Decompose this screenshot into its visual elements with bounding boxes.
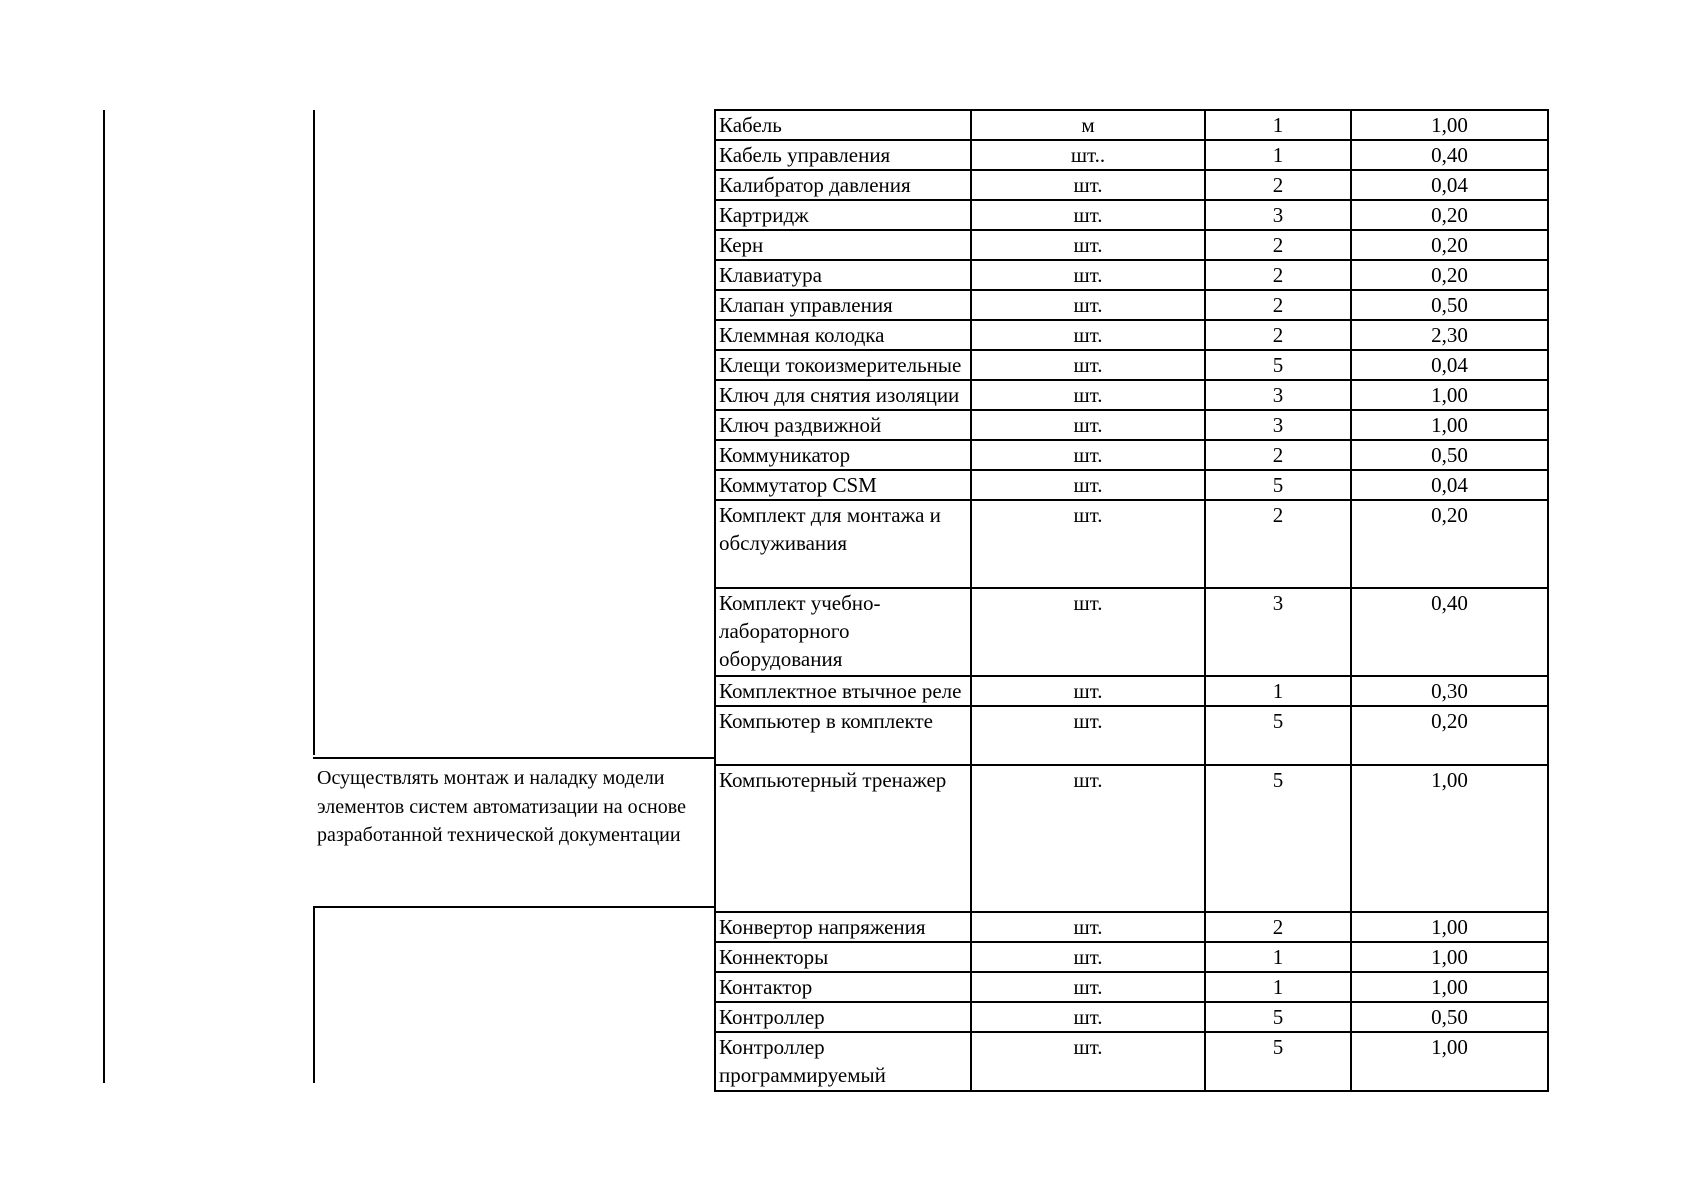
item-name: Картридж	[715, 200, 971, 230]
table-row	[715, 765, 1548, 912]
item-name: Ключ раздвижной	[715, 410, 971, 440]
item-coefficient: 0,04	[1351, 350, 1548, 380]
item-coefficient: 1,00	[1351, 765, 1548, 912]
item-coefficient: 1,00	[1351, 1032, 1548, 1091]
item-quantity: 2	[1205, 230, 1351, 260]
item-coefficient: 0,30	[1351, 676, 1548, 706]
item-quantity: 2	[1205, 320, 1351, 350]
item-quantity: 5	[1205, 765, 1351, 912]
item-name: Комплектное втычное реле	[715, 676, 971, 706]
item-unit: шт.	[971, 765, 1205, 912]
item-name: Компьютер в комплекте	[715, 706, 971, 765]
item-quantity: 5	[1205, 470, 1351, 500]
item-coefficient: 1,00	[1351, 110, 1548, 140]
item-quantity: 1	[1205, 942, 1351, 972]
item-coefficient: 0,20	[1351, 230, 1548, 260]
table-row	[715, 110, 1548, 140]
table-row	[715, 1032, 1548, 1091]
item-name: Комплект для монтажа и обслуживания	[715, 500, 971, 588]
table-row	[715, 140, 1548, 170]
item-coefficient: 1,00	[1351, 942, 1548, 972]
item-quantity: 1	[1205, 972, 1351, 1002]
item-name: Калибратор давления	[715, 170, 971, 200]
item-quantity: 1	[1205, 676, 1351, 706]
item-unit: шт.	[971, 500, 1205, 588]
item-name: Ключ для снятия изоляции	[715, 380, 971, 410]
table-row	[715, 942, 1548, 972]
item-name: Конвертор напряжения	[715, 912, 971, 942]
item-coefficient: 1,00	[1351, 380, 1548, 410]
item-quantity: 2	[1205, 290, 1351, 320]
table-row	[715, 170, 1548, 200]
item-quantity: 2	[1205, 912, 1351, 942]
item-name: Контроллер программируемый	[715, 1032, 971, 1091]
item-unit: шт.	[971, 260, 1205, 290]
item-name: Коммутатор CSM	[715, 470, 971, 500]
item-quantity: 2	[1205, 170, 1351, 200]
item-coefficient: 0,20	[1351, 500, 1548, 588]
item-unit: шт.	[971, 676, 1205, 706]
item-quantity: 5	[1205, 350, 1351, 380]
table-row	[715, 290, 1548, 320]
item-quantity: 2	[1205, 440, 1351, 470]
table-row	[715, 380, 1548, 410]
item-unit: шт.	[971, 320, 1205, 350]
item-coefficient: 0,50	[1351, 1002, 1548, 1032]
item-quantity: 1	[1205, 110, 1351, 140]
table-row	[715, 410, 1548, 440]
competency-column-border-bottom	[313, 908, 315, 1083]
table-row	[715, 972, 1548, 1002]
item-quantity: 5	[1205, 706, 1351, 765]
item-coefficient: 0,20	[1351, 200, 1548, 230]
item-unit: м	[971, 110, 1205, 140]
competency-column-border-top	[313, 110, 315, 755]
item-name: Комплект учебно-лабораторного оборудования	[715, 588, 971, 676]
item-quantity: 3	[1205, 200, 1351, 230]
item-coefficient: 0,20	[1351, 260, 1548, 290]
page-left-border	[103, 110, 105, 1083]
item-quantity: 5	[1205, 1002, 1351, 1032]
item-unit: шт.	[971, 972, 1205, 1002]
table-row	[715, 260, 1548, 290]
item-unit: шт.	[971, 410, 1205, 440]
item-coefficient: 1,00	[1351, 410, 1548, 440]
table-row	[715, 1002, 1548, 1032]
item-unit: шт.	[971, 440, 1205, 470]
item-unit: шт.	[971, 170, 1205, 200]
item-quantity: 3	[1205, 410, 1351, 440]
table-row	[715, 500, 1548, 588]
table-row	[715, 230, 1548, 260]
table-row	[715, 320, 1548, 350]
item-unit: шт.	[971, 200, 1205, 230]
item-coefficient: 0,50	[1351, 290, 1548, 320]
competency-text: Осуществлять монтаж и наладку модели элементов систем автоматизации на основе разработанной технической документации	[317, 767, 686, 846]
item-unit: шт.	[971, 380, 1205, 410]
item-quantity: 2	[1205, 260, 1351, 290]
item-coefficient: 1,00	[1351, 912, 1548, 942]
item-quantity: 5	[1205, 1032, 1351, 1091]
item-coefficient: 0,40	[1351, 140, 1548, 170]
table-row	[715, 588, 1548, 676]
item-name: Клапан управления	[715, 290, 971, 320]
item-quantity: 3	[1205, 380, 1351, 410]
table-row	[715, 350, 1548, 380]
item-name: Контактор	[715, 972, 971, 1002]
item-coefficient: 1,00	[1351, 972, 1548, 1002]
item-unit: шт.	[971, 290, 1205, 320]
item-name: Коннекторы	[715, 942, 971, 972]
item-name: Кабель	[715, 110, 971, 140]
table-row	[715, 912, 1548, 942]
item-unit: шт..	[971, 140, 1205, 170]
item-unit: шт.	[971, 1032, 1205, 1091]
item-unit: шт.	[971, 350, 1205, 380]
item-quantity: 1	[1205, 140, 1351, 170]
item-name: Коммуникатор	[715, 440, 971, 470]
item-unit: шт.	[971, 912, 1205, 942]
item-unit: шт.	[971, 230, 1205, 260]
competency-cell	[313, 757, 716, 908]
item-name: Клещи токоизмерительные	[715, 350, 971, 380]
item-coefficient: 0,40	[1351, 588, 1548, 676]
item-name: Кабель управления	[715, 140, 971, 170]
item-unit: шт.	[971, 588, 1205, 676]
item-name: Керн	[715, 230, 971, 260]
table-row	[715, 200, 1548, 230]
item-coefficient: 0,04	[1351, 170, 1548, 200]
equipment-table-body	[715, 110, 1548, 1091]
item-name: Клавиатура	[715, 260, 971, 290]
item-unit: шт.	[971, 1002, 1205, 1032]
item-unit: шт.	[971, 706, 1205, 765]
item-coefficient: 2,30	[1351, 320, 1548, 350]
table-row	[715, 470, 1548, 500]
table-row	[715, 676, 1548, 706]
item-coefficient: 0,04	[1351, 470, 1548, 500]
table-row	[715, 440, 1548, 470]
item-quantity: 2	[1205, 500, 1351, 588]
item-unit: шт.	[971, 942, 1205, 972]
equipment-table	[714, 109, 1549, 1092]
item-name: Контроллер	[715, 1002, 971, 1032]
item-coefficient: 0,50	[1351, 440, 1548, 470]
item-name: Компьютерный тренажер	[715, 765, 971, 912]
item-coefficient: 0,20	[1351, 706, 1548, 765]
item-unit: шт.	[971, 470, 1205, 500]
item-quantity: 3	[1205, 588, 1351, 676]
table-row	[715, 706, 1548, 765]
item-name: Клеммная колодка	[715, 320, 971, 350]
